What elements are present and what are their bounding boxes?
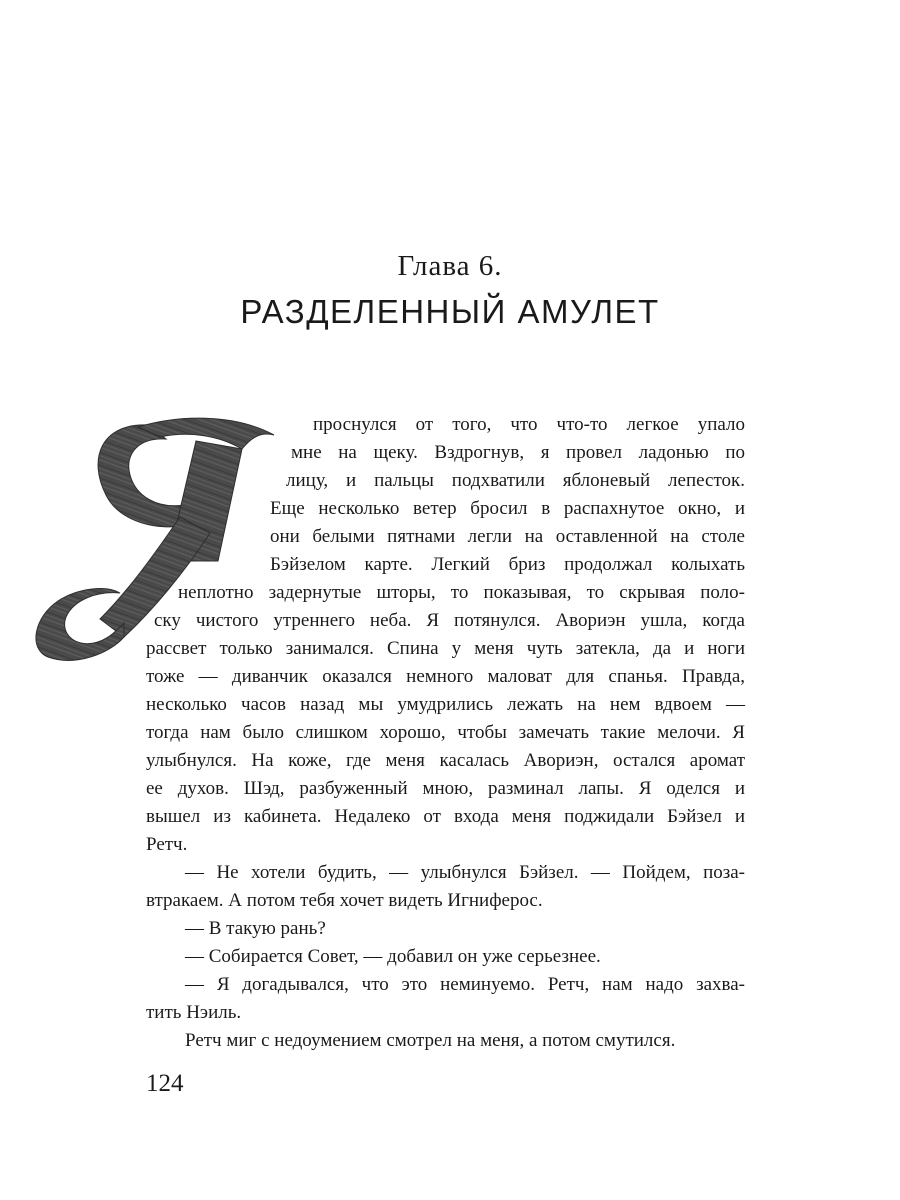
text-line: — Собирается Совет, — добавил он уже серьезнее. — [185, 946, 601, 967]
text-line: ее духов. Шэд, разбуженный мною, разминал лапы. Я оделся и — [146, 778, 745, 799]
text-line: тогда нам было слишком хорошо, чтобы замечать такие мелочи. Я — [146, 722, 745, 743]
text-line: рассвет только занимался. Спина у меня чуть затекла, да и ноги — [146, 638, 745, 659]
text-line: тить Нэиль. — [146, 1002, 242, 1023]
text-line: улыбнулся. На коже, где меня касалась Авориэн, остался аромат — [146, 750, 745, 771]
text-line: Ретч миг с недоумением смотрел на меня, а потом смутился. — [185, 1030, 676, 1051]
text-line: неплотно задернутые шторы, то показывая, то скрывая поло- — [178, 582, 745, 603]
text-line: втракаем. А потом тебя хочет видеть Игниферос. — [146, 890, 543, 911]
text-line: мне на щеку. Вздрогнув, я провел ладонью по — [291, 442, 745, 463]
page-number: 124 — [146, 1070, 184, 1097]
text-line: — В такую рань? — [185, 918, 326, 939]
text-line: они белыми пятнами легли на оставленной на столе — [270, 526, 745, 547]
chapter-label: Глава 6. — [397, 250, 503, 282]
text-line: несколько часов назад мы умудрились лежать на нем вдвоем — — [146, 694, 745, 715]
text-line: Еще несколько ветер бросил в распахнутое окно, и — [270, 498, 745, 519]
text-line: тоже — диванчик оказался немного маловат для спанья. Правда, — [146, 666, 745, 687]
text-line: — Я догадывался, что это неминуемо. Ретч, нам надо захва- — [185, 974, 745, 995]
text-line: проснулся от того, что что-то легкое упало — [313, 414, 745, 435]
text-line: лицу, и пальцы подхватили яблоневый лепесток. — [286, 470, 745, 491]
text-line: — Не хотели будить, — улыбнулся Бэйзел. — Пойдем, поза- — [185, 862, 745, 883]
text-line: ску чистого утреннего неба. Я потянулся. Авориэн ушла, когда — [154, 610, 745, 631]
chapter-title: РАЗДЕЛЕННЫЙ АМУЛЕТ — [240, 293, 660, 330]
text-line: Ретч. — [146, 834, 188, 855]
text-line: Бэйзелом карте. Легкий бриз продолжал колыхать — [270, 554, 745, 575]
text-line: вышел из кабинета. Недалеко от входа меня поджидали Бэйзел и — [146, 806, 745, 827]
